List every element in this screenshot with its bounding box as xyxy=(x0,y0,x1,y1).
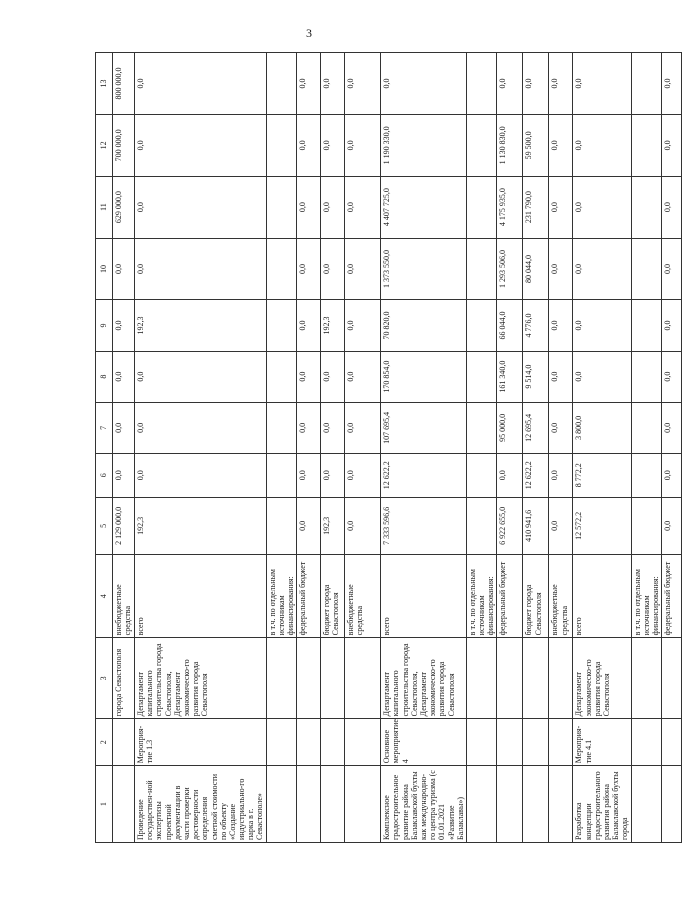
table-cell: 192,3 xyxy=(321,497,345,555)
table-cell xyxy=(662,638,682,719)
table-cell xyxy=(266,53,297,115)
table-cell xyxy=(466,176,497,238)
table-cell xyxy=(466,766,497,843)
table-cell: 0,0 xyxy=(549,300,573,351)
table-cell xyxy=(113,719,135,766)
table-cell xyxy=(266,719,297,766)
table-cell: 0,0 xyxy=(549,497,573,555)
table-cell: 192,3 xyxy=(135,300,267,351)
table-cell: 0,0 xyxy=(573,114,631,176)
table-cell: 0,0 xyxy=(345,351,381,402)
table-row xyxy=(297,53,321,843)
table-row xyxy=(345,53,381,843)
table-row xyxy=(266,53,297,843)
table-cell: 0,0 xyxy=(321,176,345,238)
table-cell: 0,0 xyxy=(345,453,381,497)
table-cell xyxy=(631,238,662,300)
table-cell: 1 130 830,0 xyxy=(497,114,523,176)
table-cell: 4 407 725,0 xyxy=(381,176,467,238)
table-cell: Департамент капитального строительства города Севастополя, Департамент экономическо-го развития города Севастополя xyxy=(381,638,467,719)
header-row xyxy=(96,53,113,843)
table-cell xyxy=(321,719,345,766)
table-cell: 0,0 xyxy=(549,114,573,176)
table-cell xyxy=(266,176,297,238)
table-cell: всего xyxy=(573,555,631,638)
table-cell: 0,0 xyxy=(549,351,573,402)
table-cell: 6 922 655,0 xyxy=(497,497,523,555)
table-cell: 0,0 xyxy=(135,238,267,300)
budget-table-rotated xyxy=(95,52,673,843)
table-cell: Мероприя-тие 4.1 xyxy=(573,719,631,766)
table-cell xyxy=(345,638,381,719)
table-cell xyxy=(297,766,321,843)
table-cell: 0,0 xyxy=(113,402,135,453)
table-cell xyxy=(523,638,549,719)
table-cell: 1 373 550,0 xyxy=(381,238,467,300)
table-cell: 0,0 xyxy=(573,238,631,300)
table-cell: федеральный бюджет xyxy=(297,555,321,638)
table-cell: Проведение государствен-ной экспертизы проектной документации в части проверки достоверности определения сметной стоимости по объекту «Создание индустриально-го парка в г. Севастополе» xyxy=(135,766,267,843)
table-cell xyxy=(321,638,345,719)
table-cell: 1 190 330,0 xyxy=(381,114,467,176)
table-cell xyxy=(466,351,497,402)
table-cell: 192,3 xyxy=(135,497,267,555)
table-row xyxy=(321,53,345,843)
table-cell: 7 333 596,6 xyxy=(381,497,467,555)
table-cell: 192,3 xyxy=(321,300,345,351)
table-cell: 3 800,0 xyxy=(573,402,631,453)
table-cell: 0,0 xyxy=(321,351,345,402)
table-cell: 629 000,0 xyxy=(113,176,135,238)
table-cell: 0,0 xyxy=(297,453,321,497)
table-cell: бюджет города Севастополя xyxy=(321,555,345,638)
table-cell: 0,0 xyxy=(135,402,267,453)
header-cell: 3 xyxy=(96,638,113,719)
header-cell: 12 xyxy=(96,114,113,176)
table-cell: в т.ч. по отдельным источникам финансирования: xyxy=(631,555,662,638)
table-cell xyxy=(266,766,297,843)
table-cell: 0,0 xyxy=(321,53,345,115)
table-cell: 0,0 xyxy=(321,402,345,453)
table-row xyxy=(523,53,549,843)
table-cell xyxy=(631,300,662,351)
table-cell: 0,0 xyxy=(662,453,682,497)
table-cell: внебюджетные средства xyxy=(549,555,573,638)
table-cell: 0,0 xyxy=(345,402,381,453)
header-cell: 8 xyxy=(96,351,113,402)
table-cell xyxy=(297,719,321,766)
table-cell: 231 790,0 xyxy=(523,176,549,238)
table-cell: города Севастополя xyxy=(113,638,135,719)
table-cell: 0,0 xyxy=(321,114,345,176)
table-cell xyxy=(631,114,662,176)
table-row xyxy=(631,53,662,843)
table-cell xyxy=(631,402,662,453)
table-cell: в т.ч. по отдельным источникам финансирования: xyxy=(266,555,297,638)
table-row xyxy=(135,53,267,843)
table-cell: 0,0 xyxy=(497,453,523,497)
table-cell xyxy=(466,497,497,555)
table-cell: всего xyxy=(135,555,267,638)
table-row xyxy=(466,53,497,843)
table-row xyxy=(549,53,573,843)
table-cell: Разработка концепции градостроительного развития района Балаклавской бухты города xyxy=(573,766,631,843)
header-cell: 10 xyxy=(96,238,113,300)
table-cell xyxy=(266,497,297,555)
table-cell: 0,0 xyxy=(297,351,321,402)
table-cell: всего xyxy=(381,555,467,638)
table-cell: 8 772,2 xyxy=(573,453,631,497)
table-cell: 2 129 000,0 xyxy=(113,497,135,555)
header-cell: 7 xyxy=(96,402,113,453)
table-cell xyxy=(523,719,549,766)
table-cell xyxy=(466,719,497,766)
table-cell xyxy=(266,402,297,453)
table-cell: 4 175 935,0 xyxy=(497,176,523,238)
table-cell xyxy=(345,719,381,766)
header-cell: 5 xyxy=(96,497,113,555)
table-cell: 0,0 xyxy=(297,402,321,453)
header-cell: 9 xyxy=(96,300,113,351)
table-row xyxy=(113,53,135,843)
table-cell xyxy=(662,719,682,766)
table-cell: 0,0 xyxy=(345,497,381,555)
table-cell xyxy=(466,238,497,300)
table-cell: 0,0 xyxy=(135,176,267,238)
table-cell: внебюджетные средства xyxy=(113,555,135,638)
table-cell: 12 622,2 xyxy=(523,453,549,497)
table-cell: федеральный бюджет xyxy=(662,555,682,638)
table-cell: 170 854,0 xyxy=(381,351,467,402)
table-cell: 0,0 xyxy=(321,238,345,300)
table-cell: 0,0 xyxy=(573,176,631,238)
table-cell: 800 000,0 xyxy=(113,53,135,115)
table-cell xyxy=(466,53,497,115)
table-cell: внебюджетные средства xyxy=(345,555,381,638)
table-cell xyxy=(266,300,297,351)
table-cell xyxy=(631,638,662,719)
header-cell: 6 xyxy=(96,453,113,497)
header-cell: 2 xyxy=(96,719,113,766)
table-cell: 0,0 xyxy=(549,402,573,453)
table-cell: 0,0 xyxy=(662,114,682,176)
table-cell xyxy=(631,53,662,115)
table-cell xyxy=(631,766,662,843)
table-cell: 0,0 xyxy=(549,238,573,300)
table-cell: 0,0 xyxy=(297,114,321,176)
table-cell xyxy=(266,114,297,176)
table-cell: 0,0 xyxy=(135,351,267,402)
table-cell: Мероприя-тие 1.3 xyxy=(135,719,267,766)
table-cell: 12 695,4 xyxy=(523,402,549,453)
table-cell xyxy=(297,638,321,719)
table-cell: Департамент экономическо-го развития города Севастополя xyxy=(573,638,631,719)
table-cell: 0,0 xyxy=(297,53,321,115)
table-cell: 66 044,0 xyxy=(497,300,523,351)
table-cell: 80 044,0 xyxy=(523,238,549,300)
table-cell: 0,0 xyxy=(135,114,267,176)
table-cell: 0,0 xyxy=(297,497,321,555)
table-cell xyxy=(631,351,662,402)
table-cell: 700 000,0 xyxy=(113,114,135,176)
table-cell: 161 340,0 xyxy=(497,351,523,402)
table-cell: 0,0 xyxy=(345,238,381,300)
table-cell xyxy=(631,453,662,497)
table-cell xyxy=(266,238,297,300)
table-cell: 70 820,0 xyxy=(381,300,467,351)
table-cell xyxy=(523,766,549,843)
table-cell xyxy=(466,300,497,351)
table-cell xyxy=(497,719,523,766)
table-cell: 0,0 xyxy=(662,238,682,300)
table-cell xyxy=(466,453,497,497)
table-cell: 0,0 xyxy=(662,300,682,351)
table-cell: 0,0 xyxy=(135,53,267,115)
table-cell: 59 500,0 xyxy=(523,114,549,176)
table-cell: 0,0 xyxy=(549,453,573,497)
table-cell xyxy=(497,766,523,843)
header-cell: 4 xyxy=(96,555,113,638)
budget-table xyxy=(95,52,682,843)
table-cell: 0,0 xyxy=(345,300,381,351)
table-cell: 0,0 xyxy=(662,497,682,555)
table-cell: 0,0 xyxy=(381,53,467,115)
table-cell xyxy=(466,638,497,719)
table-cell: Департамент капитального строительства города Севастополя, Департамент экономическо-го развития города Севастополя xyxy=(135,638,267,719)
table-cell: 0,0 xyxy=(662,351,682,402)
table-cell xyxy=(345,766,381,843)
table-cell xyxy=(631,176,662,238)
header-cell: 13 xyxy=(96,53,113,115)
table-cell: 0,0 xyxy=(549,53,573,115)
table-row xyxy=(662,53,682,843)
table-row xyxy=(497,53,523,843)
table-cell: в т.ч. по отдельным источникам финансирования: xyxy=(466,555,497,638)
table-row xyxy=(573,53,631,843)
table-cell: 0,0 xyxy=(662,402,682,453)
table-cell: 0,0 xyxy=(113,300,135,351)
table-cell: 0,0 xyxy=(573,300,631,351)
table-cell xyxy=(466,114,497,176)
table-cell: 0,0 xyxy=(662,176,682,238)
table-cell: 0,0 xyxy=(113,351,135,402)
table-cell: 0,0 xyxy=(321,453,345,497)
table-cell: 12 572,2 xyxy=(573,497,631,555)
table-cell xyxy=(113,766,135,843)
table-cell: 1 293 506,0 xyxy=(497,238,523,300)
table-cell: 0,0 xyxy=(573,53,631,115)
table-cell: 0,0 xyxy=(345,53,381,115)
table-cell xyxy=(549,638,573,719)
table-cell: бюджет города Севастополя xyxy=(523,555,549,638)
table-cell xyxy=(549,719,573,766)
table-cell: 0,0 xyxy=(135,453,267,497)
table-cell xyxy=(321,766,345,843)
page-number: 3 xyxy=(306,26,312,40)
table-cell: 9 514,0 xyxy=(523,351,549,402)
table-cell: 0,0 xyxy=(573,351,631,402)
header-cell: 11 xyxy=(96,176,113,238)
table-cell: 0,0 xyxy=(113,238,135,300)
table-cell: 0,0 xyxy=(497,53,523,115)
table-cell: Основное мероприятие 4 xyxy=(381,719,467,766)
table-cell: 0,0 xyxy=(297,238,321,300)
table-cell: 0,0 xyxy=(297,300,321,351)
table-cell: 12 622,2 xyxy=(381,453,467,497)
table-row xyxy=(381,53,467,843)
table-cell: 0,0 xyxy=(523,53,549,115)
table-cell: 0,0 xyxy=(113,453,135,497)
table-cell xyxy=(266,453,297,497)
table-cell: 4 776,0 xyxy=(523,300,549,351)
table-cell xyxy=(497,638,523,719)
table-cell xyxy=(266,638,297,719)
table-cell xyxy=(266,351,297,402)
table-cell xyxy=(662,766,682,843)
table-cell: 95 000,0 xyxy=(497,402,523,453)
table-cell: 0,0 xyxy=(297,176,321,238)
table-cell xyxy=(631,719,662,766)
table-cell: 0,0 xyxy=(345,114,381,176)
table-cell xyxy=(549,766,573,843)
table-cell: федеральный бюджет xyxy=(497,555,523,638)
table-cell: 0,0 xyxy=(662,53,682,115)
header-cell: 1 xyxy=(96,766,113,843)
table-cell: Комплексное градостроительное развитие района Балаклавской бухты как международно-го центра туризма (с 01.01.2021 «Развитие Балаклавы») xyxy=(381,766,467,843)
table-cell: 107 695,4 xyxy=(381,402,467,453)
table-cell: 0,0 xyxy=(549,176,573,238)
table-cell: 0,0 xyxy=(345,176,381,238)
table-cell: 410 941,6 xyxy=(523,497,549,555)
table-cell xyxy=(631,497,662,555)
table-cell xyxy=(466,402,497,453)
